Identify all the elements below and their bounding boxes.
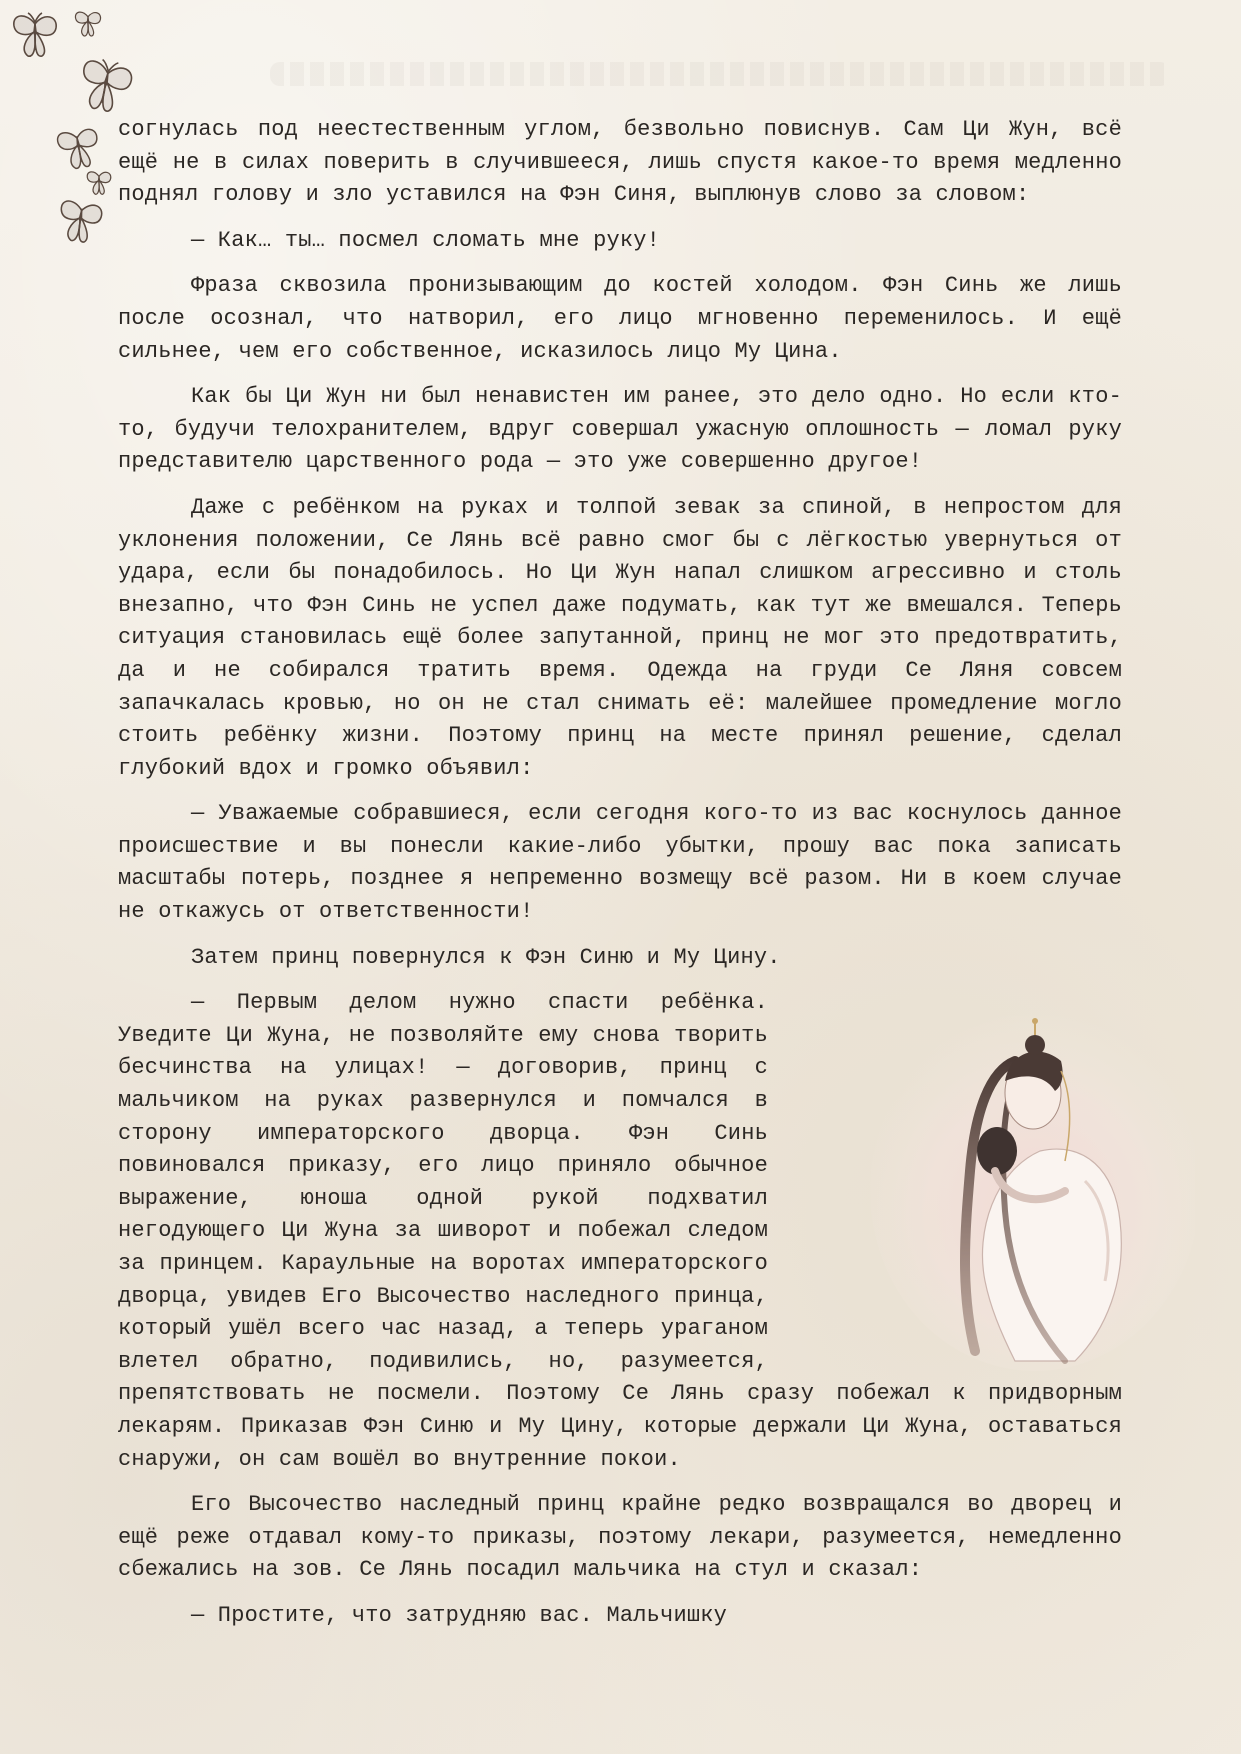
paragraph-dialogue: — Простите, что затрудняю вас. Мальчишку xyxy=(191,1602,728,1628)
document-body xyxy=(118,114,1122,1646)
butterfly-icon xyxy=(72,8,104,40)
butterfly-icon xyxy=(68,50,142,124)
paragraph-text: — Первым делом нужно спасти ребёнка. Уведите Ци Жуна, не позволяйте ему снова творить бесчинства на улицах! — договорив, принц с мальчиком на руках развернулся и помчался в сторону императорского дворца. Фэн Синь повиновался приказу, его лицо приняло обычное выражение, юноша одной рукой подхватил негодующего Ци Жуна за шиворот и побежал следом за принцем. Караульные на воротах императорского дворца, увидев Его Высочество наследного принца, который ушёл всего час назад, а теперь ураганом влетел обратно, подивились, но, разумеется, препятствовать не посмели. Поэтому Се Лянь сразу побежал к придворным лекарям. Приказав Фэн Синю и Му Цину, которые держали Ци Жуна, оставаться снаружи, он сам вошёл во внутренние покои. xyxy=(118,990,1122,1472)
paragraph: Затем принц повернулся к Фэн Синю и Му Цину. xyxy=(191,944,781,970)
butterfly-icon xyxy=(84,168,114,198)
paragraph: Его Высочество наследный принц крайне редко возвращался во дворец и ещё реже отдавал кому-то приказы, поэтому лекари, разумеется, немедленно сбежались на зов. Се Лянь посадил мальчика на стул и сказал: xyxy=(118,1492,1122,1583)
butterfly-icon xyxy=(51,193,110,252)
paragraph-dialogue: — Как… ты… посмел сломать мне руку! xyxy=(191,227,661,253)
faint-header-watermark xyxy=(270,62,1170,86)
paragraph: Фраза сквозила пронизывающим до костей холодом. Фэн Синь же лишь после осознал, что натворил, его лицо мгновенно переменилось. И ещё сильнее, чем его собственное, исказилось лицо Му Цина. xyxy=(118,273,1122,364)
butterfly-icon xyxy=(8,10,62,62)
paragraph-dialogue xyxy=(118,987,1122,1476)
paragraph: Как бы Ци Жун ни был ненавистен им ранее, это дело одно. Но если кто-то, будучи телохранителем, вдруг совершал ужасную оплошность — ломал руку представителю царственного рода — это уже совершенно другое! xyxy=(118,384,1122,475)
prince-carrying-child-illustration xyxy=(792,1001,1122,1371)
paragraph-dialogue: — Уважаемые собравшиеся, если сегодня кого-то из вас коснулось данное происшествие и вы понесли какие-либо убытки, прошу вас пока записать масштабы потерь, позднее я непременно возмещу всё разом. Ни в коем случае не откажусь от ответственности! xyxy=(118,801,1122,925)
paragraph: согнулась под неестественным углом, безвольно повиснув. Сам Ци Жун, всё ещё не в силах поверить в случившееся, лишь спустя какое-то время медленно поднял голову и зло уставился на Фэн Синя, выплюнув слово за словом: xyxy=(118,117,1122,208)
paragraph: Даже с ребёнком на руках и толпой зевак за спиной, в непростом для уклонения положении, Се Лянь всё равно смог бы с лёгкостью увернуться от удара, если бы понадобилось. Но Ци Жун напал слишком агрессивно и столь внезапно, что Фэн Синь не успел даже подумать, как тут же вмешался. Теперь ситуация становилась ещё более запутанной, принц не мог это предотвратить, да и не собирался тратить время. Одежда на груди Се Ляня совсем запачкалась кровью, но он не стал снимать её: малейшее промедление могло стоить ребёнку жизни. Поэтому принц на месте принял решение, сделал глубокий вдох и громко объявил: xyxy=(118,494,1122,781)
